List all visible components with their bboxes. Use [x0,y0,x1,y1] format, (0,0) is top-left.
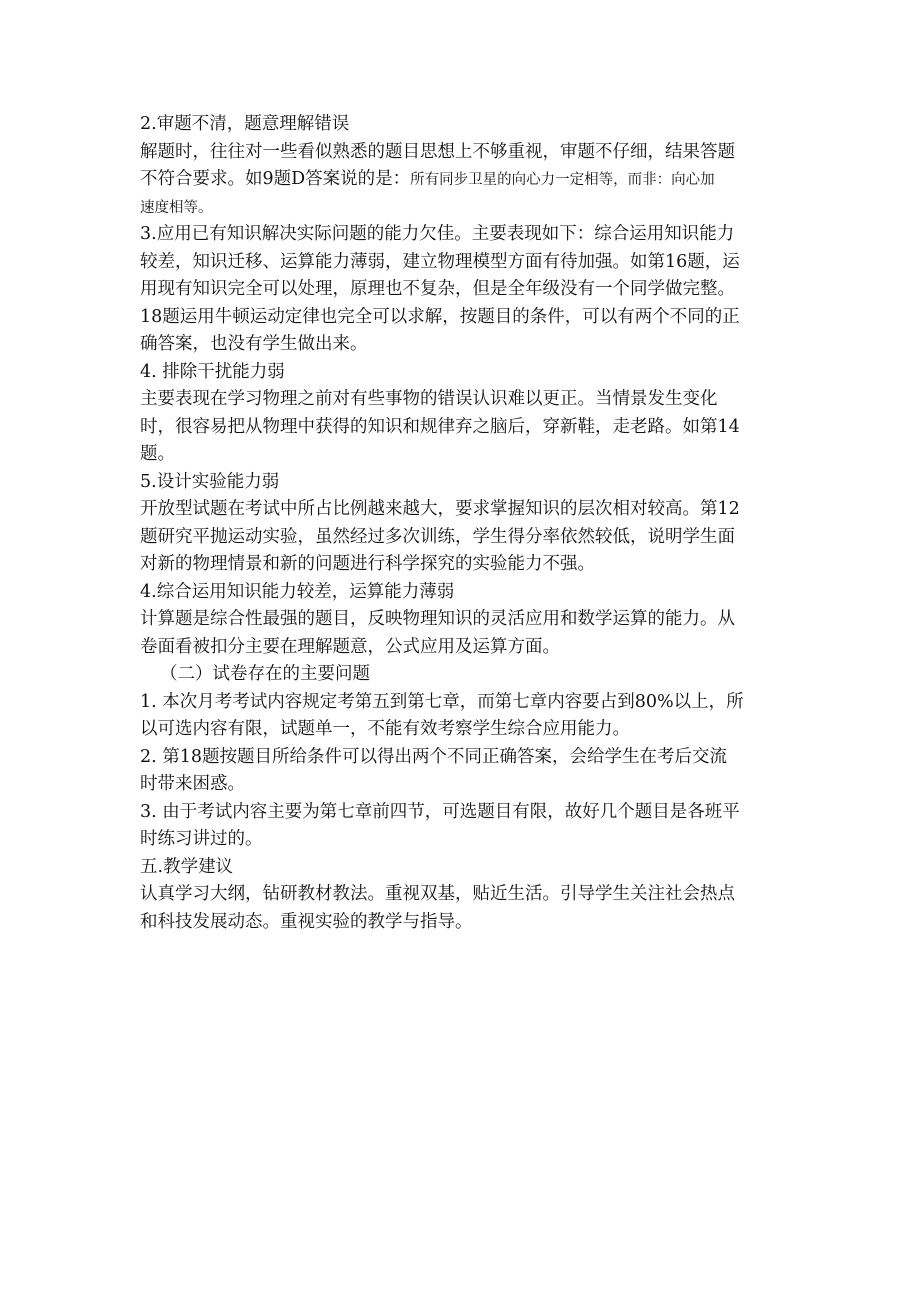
paragraph-line: 确答案，也没有学生做出来。 [140,334,368,354]
paragraph-line: 解题时，往往对一些看似熟悉的题目思想上不够重视，审题不仔细，结果答题 [140,141,735,162]
paragraph-text-small: 速度相等。 [140,199,213,216]
heading-5: 5.设计实验能力弱 [140,471,280,492]
heading-3: 3.应用已有知识解决实际问题的能力欠佳。主要表现如下：综合运用知识能力 [140,224,735,244]
paragraph-line: 和科技发展动态。重视实验的教学与指导。 [140,911,473,932]
paragraph-text-small: 所有同步卫星的向心力一定相等，而非：向心加 [410,172,715,188]
paragraph-line-small [140,194,790,222]
heading-4: 4. 排除干扰能力弱 [140,361,285,382]
heading-2: 2.审题不清，题意理解错误 [140,114,350,134]
paragraph-text: 不符合要求。如9题D答案说的是： [140,169,411,189]
list-item: 3. 由于考试内容主要为第七章前四节，可选题目有限，故好几个题目是各班平 [140,801,740,822]
heading-4b: 4.综合运用知识能力较差，运算能力薄弱 [140,581,455,602]
paragraph-line: 计算题是综合性最强的题目，反映物理知识的灵活应用和数学运算的能力。从 [140,609,735,629]
paragraph-line: 题研究平抛运动实验，虽然经过多次训练，学生得分率依然较低，说明学生面 [140,526,735,547]
section-heading: （二）试卷存在的主要问题 [160,664,370,684]
document-body [140,111,790,936]
paragraph-line-mixed [140,166,790,194]
paragraph-line: 时，很容易把从物理中获得的知识和规律弃之脑后，穿新鞋，走老路。如第14 [140,416,740,437]
paragraph-line: 题。 [140,444,175,464]
list-item-continuation: 时带来困惑。 [140,774,245,794]
list-item-continuation: 以可选内容有限，试题单一，不能有效考察学生综合应用能力。 [140,719,630,739]
section-heading-5: 五.教学建议 [140,856,234,877]
list-item-continuation: 时练习讲过的。 [140,829,263,849]
paragraph-line: 较差，知识迁移、运算能力薄弱，建立物理模型方面有待加强。如第16题，运 [140,251,740,272]
paragraph-line: 用现有知识完全可以处理，原理也不复杂，但是全年级没有一个同学做完整。 [140,279,735,299]
paragraph-line: 主要表现在学习物理之前对有些事物的错误认识难以更正。当情景发生变化 [140,389,718,409]
paragraph-line: 认真学习大纲，钻研教材教法。重视双基，贴近生活。引导学生关注社会热点 [140,884,735,904]
paragraph-line: 开放型试题在考试中所占比例越来越大，要求掌握知识的层次相对较高。第12 [140,499,740,519]
list-item: 2. 第18题按题目所给条件可以得出两个不同正确答案，会给学生在考后交流 [140,746,728,767]
paragraph-line: 卷面看被扣分主要在理解题意，公式应用及运算方面。 [140,636,560,657]
paragraph-line: 18题运用牛顿运动定律也完全可以求解，按题目的条件，可以有两个不同的正 [140,306,740,327]
paragraph-line: 对新的物理情景和新的问题进行科学探究的实验能力不强。 [140,554,595,574]
list-item: 1. 本次月考考试内容规定考第五到第七章，而第七章内容要占到80%以上，所 [140,691,744,712]
